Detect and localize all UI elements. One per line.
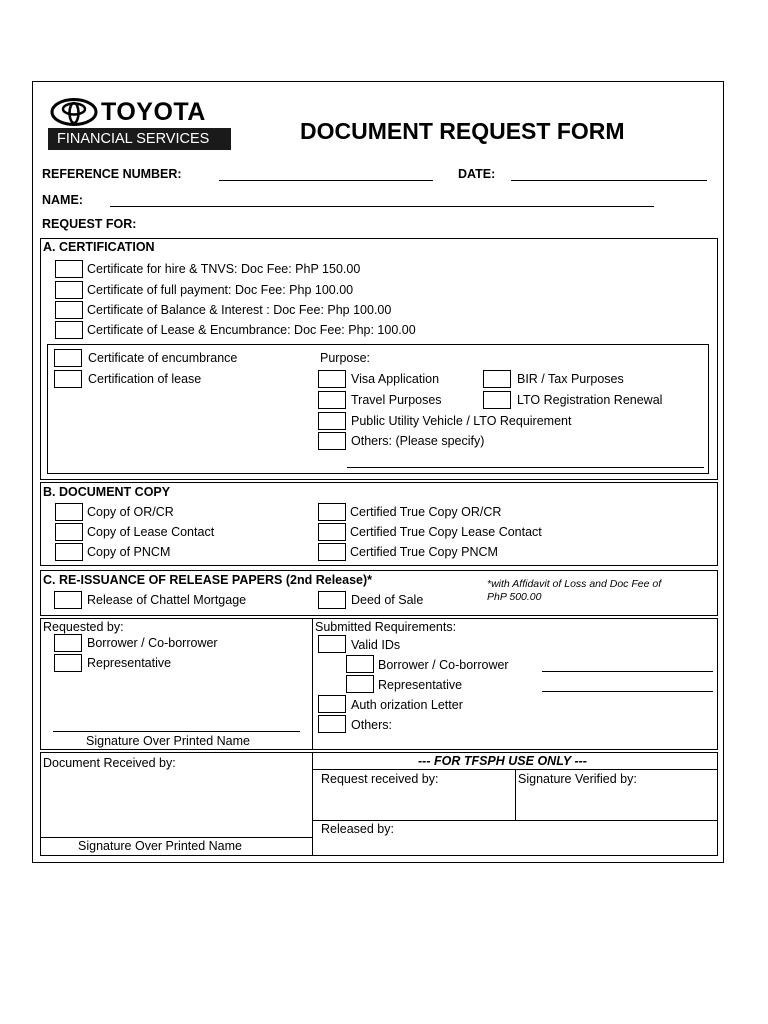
deed-of-sale-checkbox[interactable]: [318, 591, 346, 609]
travel-purposes-label: Travel Purposes: [351, 393, 442, 407]
signature-verified-label: Signature Verified by:: [518, 772, 637, 786]
requested-representative-checkbox[interactable]: [54, 654, 82, 672]
others-purpose-field[interactable]: [347, 467, 704, 468]
page-title: DOCUMENT REQUEST FORM: [300, 118, 625, 144]
release-chattel-mortgage-label: Release of Chattel Mortgage: [87, 593, 247, 607]
lto-renewal-label: LTO Registration Renewal: [517, 393, 663, 407]
certificate-balance-interest-checkbox[interactable]: [55, 301, 83, 319]
ctc-pncm-checkbox[interactable]: [318, 543, 346, 561]
requested-by-label: Requested by:: [43, 620, 124, 634]
toyota-emblem-icon: [50, 98, 98, 126]
purpose-label: Purpose:: [320, 351, 371, 365]
submitted-requirements-label: Submitted Requirements:: [315, 620, 457, 634]
lto-renewal-checkbox[interactable]: [483, 391, 511, 409]
certificate-encumbrance-label: Certificate of encumbrance: [88, 351, 238, 365]
ids-representative-field[interactable]: [542, 691, 713, 692]
valid-ids-label: Valid IDs: [351, 638, 401, 652]
tfsph-heading: --- FOR TFSPH USE ONLY ---: [418, 754, 587, 768]
requested-borrower-label: Borrower / Co-borrower: [87, 636, 218, 650]
visa-application-label: Visa Application: [351, 372, 440, 386]
copy-lease-contact-label: Copy of Lease Contact: [87, 525, 215, 539]
ids-borrower-field[interactable]: [542, 671, 713, 672]
puv-lto-label: Public Utility Vehicle / LTO Requirement: [351, 414, 572, 428]
ctc-orcr-label: Certified True Copy OR/CR: [350, 505, 502, 519]
received-divider: [312, 752, 313, 856]
ctc-lease-contact-checkbox[interactable]: [318, 523, 346, 541]
request-for-label: REQUEST FOR:: [42, 217, 137, 231]
certificate-lease-encumbrance-checkbox[interactable]: [55, 321, 83, 339]
travel-purposes-checkbox[interactable]: [318, 391, 346, 409]
certificate-hire-tnvs-checkbox[interactable]: [55, 260, 83, 278]
tfsph-column-divider: [515, 769, 516, 820]
authorization-letter-checkbox[interactable]: [318, 695, 346, 713]
reference-number-field[interactable]: [219, 180, 433, 181]
requested-borrower-checkbox[interactable]: [54, 634, 82, 652]
date-label: DATE:: [458, 167, 496, 181]
bir-tax-checkbox[interactable]: [483, 370, 511, 388]
toyota-logo: [48, 98, 232, 154]
reference-number-label: REFERENCE NUMBER:: [42, 167, 182, 181]
reissuance-note-line2: PhP 500.00: [487, 591, 542, 603]
certificate-hire-tnvs-label: Certificate for hire & TNVS: Doc Fee: PhP 150.00: [87, 262, 361, 276]
name-field[interactable]: [110, 206, 654, 207]
requested-representative-label: Representative: [87, 656, 172, 670]
released-by-label: Released by:: [321, 822, 394, 836]
ids-representative-checkbox[interactable]: [346, 675, 374, 693]
release-chattel-mortgage-checkbox[interactable]: [54, 591, 82, 609]
certification-heading: A. CERTIFICATION: [43, 240, 155, 254]
request-details-divider: [312, 618, 313, 750]
others-purpose-label: Others: (Please specify): [351, 434, 485, 448]
others-purpose-checkbox[interactable]: [318, 432, 346, 450]
receiver-signature-line[interactable]: [40, 837, 312, 838]
brand-name: TOYOTA: [101, 98, 206, 126]
certification-lease-checkbox[interactable]: [54, 370, 82, 388]
document-copy-heading: B. DOCUMENT COPY: [43, 485, 171, 499]
tfsph-row-divider: [312, 820, 718, 821]
certification-lease-label: Certification of lease: [88, 372, 202, 386]
puv-lto-checkbox[interactable]: [318, 412, 346, 430]
ids-borrower-label: Borrower / Co-borrower: [378, 658, 509, 672]
receiver-signature-caption: Signature Over Printed Name: [78, 839, 242, 853]
ctc-orcr-checkbox[interactable]: [318, 503, 346, 521]
valid-ids-checkbox[interactable]: [318, 635, 346, 653]
certificate-encumbrance-checkbox[interactable]: [54, 349, 82, 367]
name-label: NAME:: [42, 193, 83, 207]
bir-tax-label: BIR / Tax Purposes: [517, 372, 624, 386]
ids-borrower-checkbox[interactable]: [346, 655, 374, 673]
copy-lease-contact-checkbox[interactable]: [55, 523, 83, 541]
requester-signature-line[interactable]: [53, 731, 300, 732]
brand-division: FINANCIAL SERVICES: [57, 131, 210, 147]
others-requirement-checkbox[interactable]: [318, 715, 346, 733]
ids-representative-label: Representative: [378, 678, 463, 692]
request-received-label: Request received by:: [321, 772, 439, 786]
certificate-balance-interest-label: Certificate of Balance & Interest : Doc Fee: Php 100.00: [87, 303, 392, 317]
date-field[interactable]: [511, 180, 707, 181]
reissuance-note-line1: *with Affidavit of Loss and Doc Fee of: [487, 578, 662, 590]
copy-orcr-checkbox[interactable]: [55, 503, 83, 521]
others-requirement-label: Others:: [351, 718, 392, 732]
authorization-letter-label: Auth orization Letter: [351, 698, 463, 712]
certificate-full-payment-label: Certificate of full payment: Doc Fee: Php 100.00: [87, 283, 354, 297]
certificate-full-payment-checkbox[interactable]: [55, 281, 83, 299]
copy-pncm-checkbox[interactable]: [55, 543, 83, 561]
ctc-lease-contact-label: Certified True Copy Lease Contact: [350, 525, 542, 539]
brand-division-badge: [48, 128, 231, 150]
visa-application-checkbox[interactable]: [318, 370, 346, 388]
copy-pncm-label: Copy of PNCM: [87, 545, 171, 559]
reissuance-heading: C. RE-ISSUANCE OF RELEASE PAPERS (2nd Release)*: [43, 573, 373, 587]
document-received-label: Document Received by:: [43, 756, 176, 770]
certificate-lease-encumbrance-label: Certificate of Lease & Encumbrance: Doc Fee: Php: 100.00: [87, 323, 416, 337]
requester-signature-caption: Signature Over Printed Name: [86, 734, 250, 748]
copy-orcr-label: Copy of OR/CR: [87, 505, 174, 519]
ctc-pncm-label: Certified True Copy PNCM: [350, 545, 498, 559]
deed-of-sale-label: Deed of Sale: [351, 593, 424, 607]
